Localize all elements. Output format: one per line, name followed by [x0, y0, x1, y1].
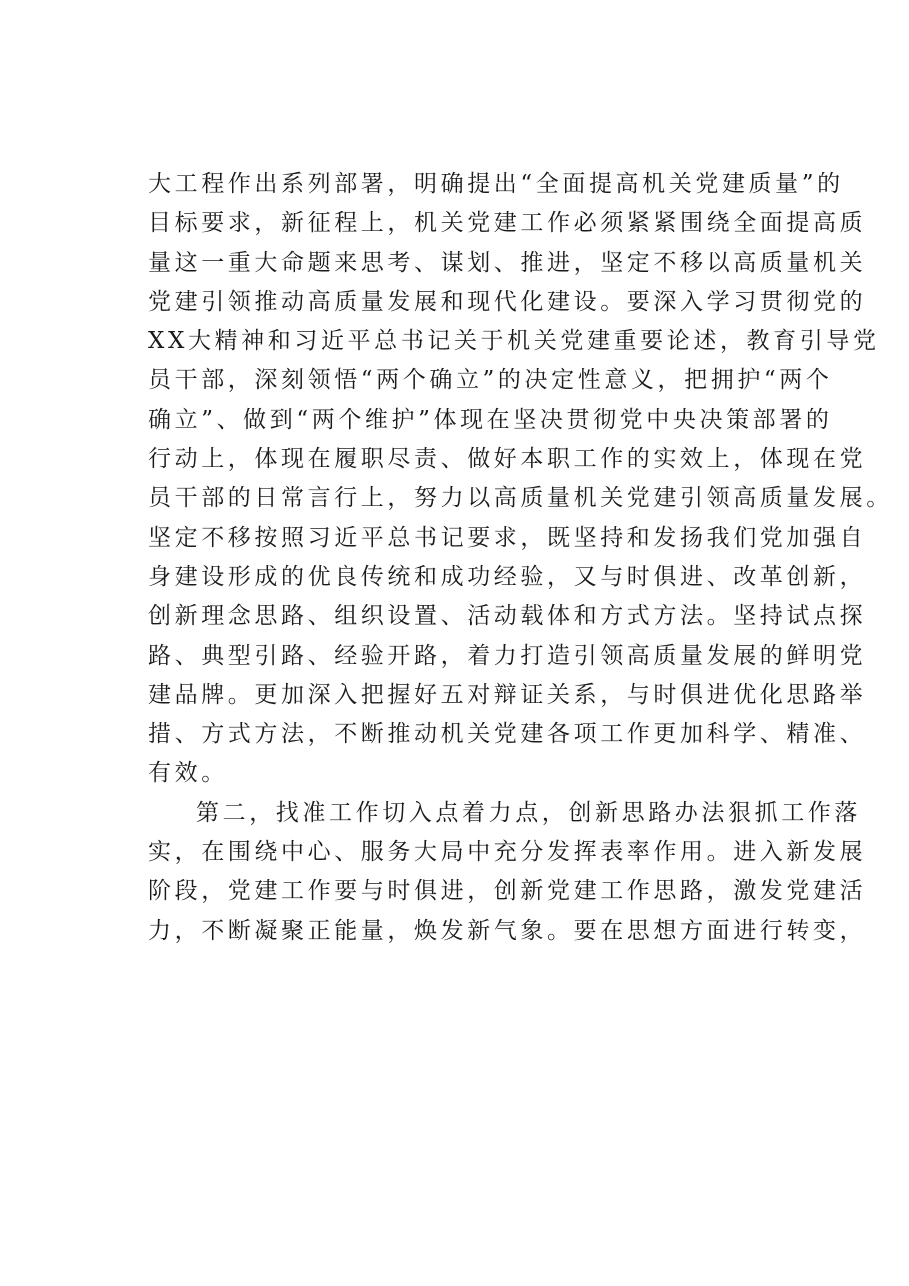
paragraph-start-line: 第二，找准工作切入点着力点，创新思路办法狠抓工作落: [196, 799, 861, 826]
text-line: 大工程作出系列部署，明确提出“全面提高机关党建质量”的: [148, 171, 844, 197]
text-line: 确立”、做到“两个维护”体现在坚决贯彻党中央决策部署的: [148, 406, 833, 433]
text-line: 有效。: [148, 760, 228, 787]
text-line: 员干部，深刻领悟“两个确立”的决定性意义，把拥护“两个: [148, 367, 833, 394]
text-line: 量这一重大命题来思考、谋划、推进，坚定不移以高质量机关: [148, 249, 867, 276]
text-line: 措、方式方法，不断推动机关党建各项工作更加科学、精准、: [148, 721, 867, 748]
text-line: 建品牌。更加深入把握好五对辩证关系，与时俱进优化思路举: [148, 681, 867, 708]
text-line: 目标要求，新征程上，机关党建工作必须紧紧围绕全面提高质: [148, 210, 867, 237]
text-line: XX大精神和习近平总书记关于机关党建重要论述，教育引导党: [148, 328, 880, 355]
text-line: 党建引领推动高质量发展和现代化建设。要深入学习贯彻党的: [148, 288, 867, 315]
text-line: 力，不断凝聚正能量，焕发新气象。要在思想方面进行转变，: [148, 917, 867, 944]
text-line: 阶段，党建工作要与时俱进，创新党建工作思路，激发党建活: [148, 878, 867, 905]
text-line: 身建设形成的优良传统和成功经验，又与时俱进、改革创新，: [148, 563, 867, 590]
text-line: 行动上，体现在履职尽责、做好本职工作的实效上，体现在党: [148, 446, 867, 473]
text-line: 实，在围绕中心、服务大局中充分发挥表率作用。进入新发展: [148, 839, 867, 866]
text-line: 路、典型引路、经验开路，着力打造引领高质量发展的鲜明党: [148, 642, 867, 669]
body-text: [148, 165, 893, 951]
text-line: 员干部的日常言行上，努力以高质量机关党建引领高质量发展。: [148, 485, 893, 512]
text-line: 创新理念思路、组织设置、活动载体和方式方法。坚持试点探: [148, 603, 867, 630]
text-line: 坚定不移按照习近平总书记要求，既坚持和发扬我们党加强自: [148, 524, 867, 551]
